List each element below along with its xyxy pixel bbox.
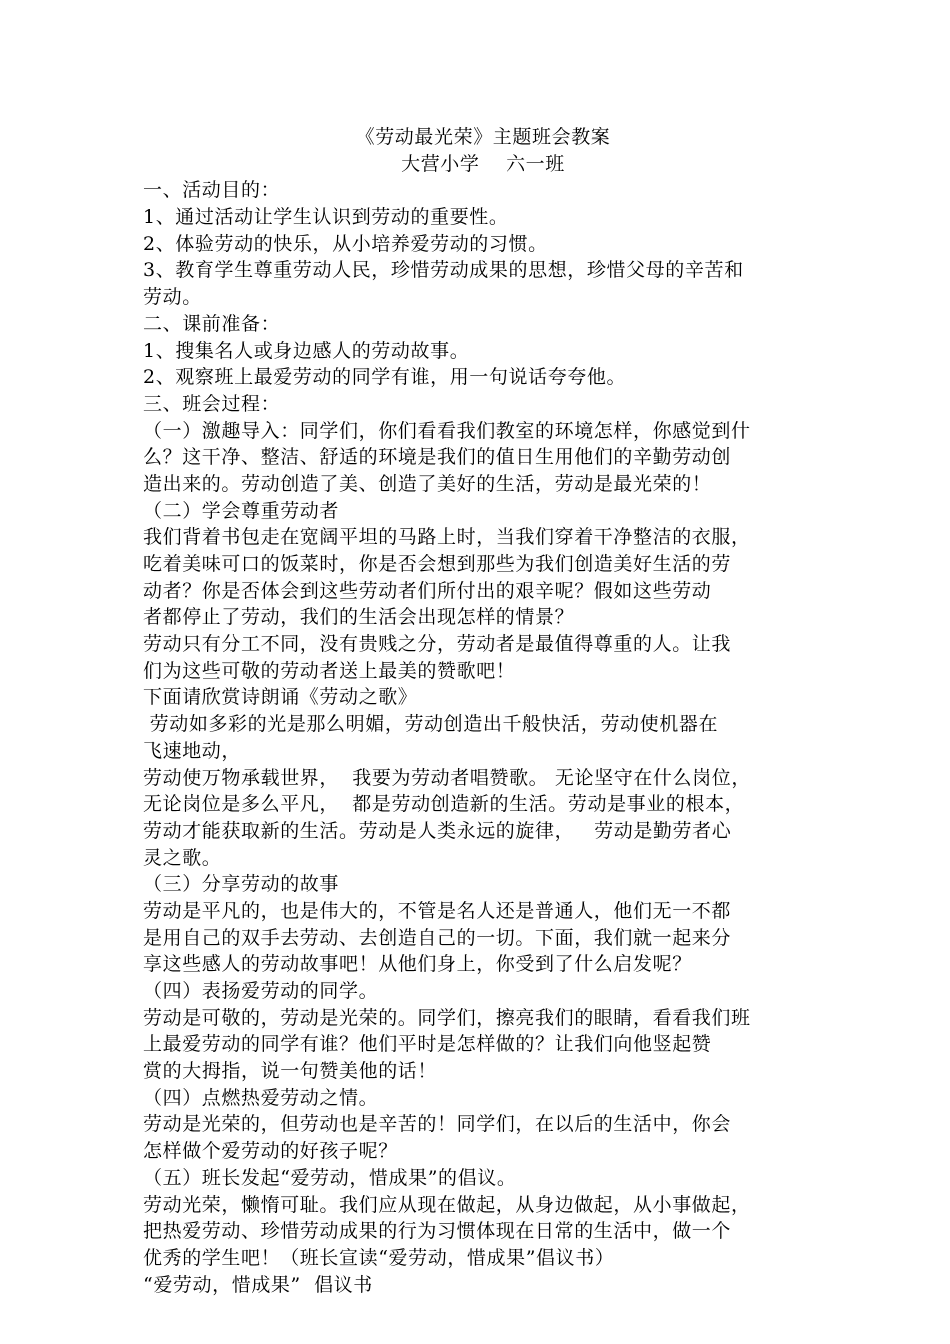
text-line: 优秀的学生吧！（班长宣读“爱劳动，惜成果”倡议书） (143, 1246, 615, 1269)
text-line: 2、观察班上最爱劳动的同学有谁，用一句说话夸夸他。 (143, 366, 627, 389)
text-line: 劳动光荣，懒惰可耻。我们应从现在做起，从身边做起，从小事做起， (143, 1193, 751, 1216)
text-line: 劳动才能获取新的生活。劳动是人类永远的旋律， 劳动是勤劳者心 (143, 819, 732, 842)
text-line: 把热爱劳动、珍惜劳动成果的行为习惯体现在日常的生活中，做一个 (143, 1220, 732, 1243)
text-line: 1、搜集名人或身边感人的劳动故事。 (143, 339, 470, 362)
text-line: 3、教育学生尊重劳动人民，珍惜劳动成果的思想，珍惜父母的辛苦和 (143, 259, 744, 282)
text-line: 无论岗位是多么平凡， 都是劳动创造新的生活。劳动是事业的根本， (143, 793, 745, 816)
text-line: “爱劳动，惜成果” 倡议书 (143, 1273, 373, 1296)
text-line: 者都停止了劳动，我们的生活会出现怎样的情景？ (143, 606, 575, 629)
text-line: （一）激趣导入：同学们，你们看看我们教室的环境怎样，你感觉到什 (143, 419, 751, 442)
text-line: 下面请欣赏诗朗诵《劳动之歌》 (143, 686, 418, 709)
text-line: 劳动。 (143, 286, 202, 309)
text-line: 怎样做个爱劳动的好孩子呢？ (143, 1140, 398, 1163)
text-line: 上最爱劳动的同学有谁？他们平时是怎样做的？让我们向他竖起赞 (143, 1033, 712, 1056)
text-line: 劳动是可敬的，劳动是光荣的。同学们，擦亮我们的眼睛，看看我们班 (143, 1006, 751, 1029)
text-line: （四）点燃热爱劳动之情。 (143, 1086, 379, 1109)
text-line: （三）分享劳动的故事 (143, 873, 340, 896)
text-line: （二）学会尊重劳动者 (143, 499, 340, 522)
text-line: 2、体验劳动的快乐，从小培养爱劳动的习惯。 (143, 232, 548, 255)
text-line: 灵之歌。 (143, 846, 222, 869)
text-line: 三、班会过程： (143, 392, 281, 415)
text-line: 劳动如多彩的光是那么明媚，劳动创造出千般快活，劳动使机器在 (143, 713, 719, 736)
text-line: 我们背着书包走在宽阔平坦的马路上时，当我们穿着干净整洁的衣服， (143, 526, 751, 549)
text-line: 劳动是光荣的，但劳动也是辛苦的！同学们，在以后的生活中，你会 (143, 1113, 732, 1136)
text-line: 动者？你是否体会到这些劳动者们所付出的艰辛呢？假如这些劳动 (143, 579, 712, 602)
text-line: 造出来的。劳动创造了美、创造了美好的生活，劳动是最光荣的！ (143, 472, 712, 495)
text-line: 一、活动目的： (143, 179, 281, 202)
document-subtitle: 大营小学 六一班 (401, 152, 565, 175)
text-line: 么？这干净、整洁、舒适的环境是我们的值日生用他们的辛勤劳动创 (143, 446, 732, 469)
text-line: 是用自己的双手去劳动、去创造自己的一切。下面，我们就一起来分 (143, 926, 732, 949)
text-line: （四）表扬爱劳动的同学。 (143, 980, 379, 1002)
text-line: 们为这些可敬的劳动者送上最美的赞歌吧！ (143, 659, 516, 682)
document-body (143, 124, 823, 1298)
text-line: 赏的大拇指，说一句赞美他的话！ (143, 1060, 438, 1083)
text-line: 享这些感人的劳动故事吧！从他们身上，你受到了什么启发呢？ (143, 953, 692, 976)
text-line: （五）班长发起“爱劳动，惜成果”的倡议。 (143, 1166, 517, 1189)
text-line: 1、通过活动让学生认识到劳动的重要性。 (143, 206, 509, 229)
text-line: 劳动使万物承载世界， 我要为劳动者唱赞歌。 无论坚守在什么岗位， (143, 766, 751, 789)
text-line: 二、课前准备： (143, 312, 281, 335)
text-line: 劳动是平凡的，也是伟大的，不管是名人还是普通人，他们无一不都 (143, 899, 732, 922)
text-line: 吃着美味可口的饭菜时，你是否会想到那些为我们创造美好生活的劳 (143, 553, 732, 575)
body-text (143, 177, 823, 1298)
text-line: 飞速地动， (143, 739, 242, 762)
text-line: 劳动只有分工不同，没有贵贱之分，劳动者是最值得尊重的人。让我 (143, 633, 732, 656)
document-title: 《劳动最光荣》主题班会教案 (355, 126, 611, 148)
